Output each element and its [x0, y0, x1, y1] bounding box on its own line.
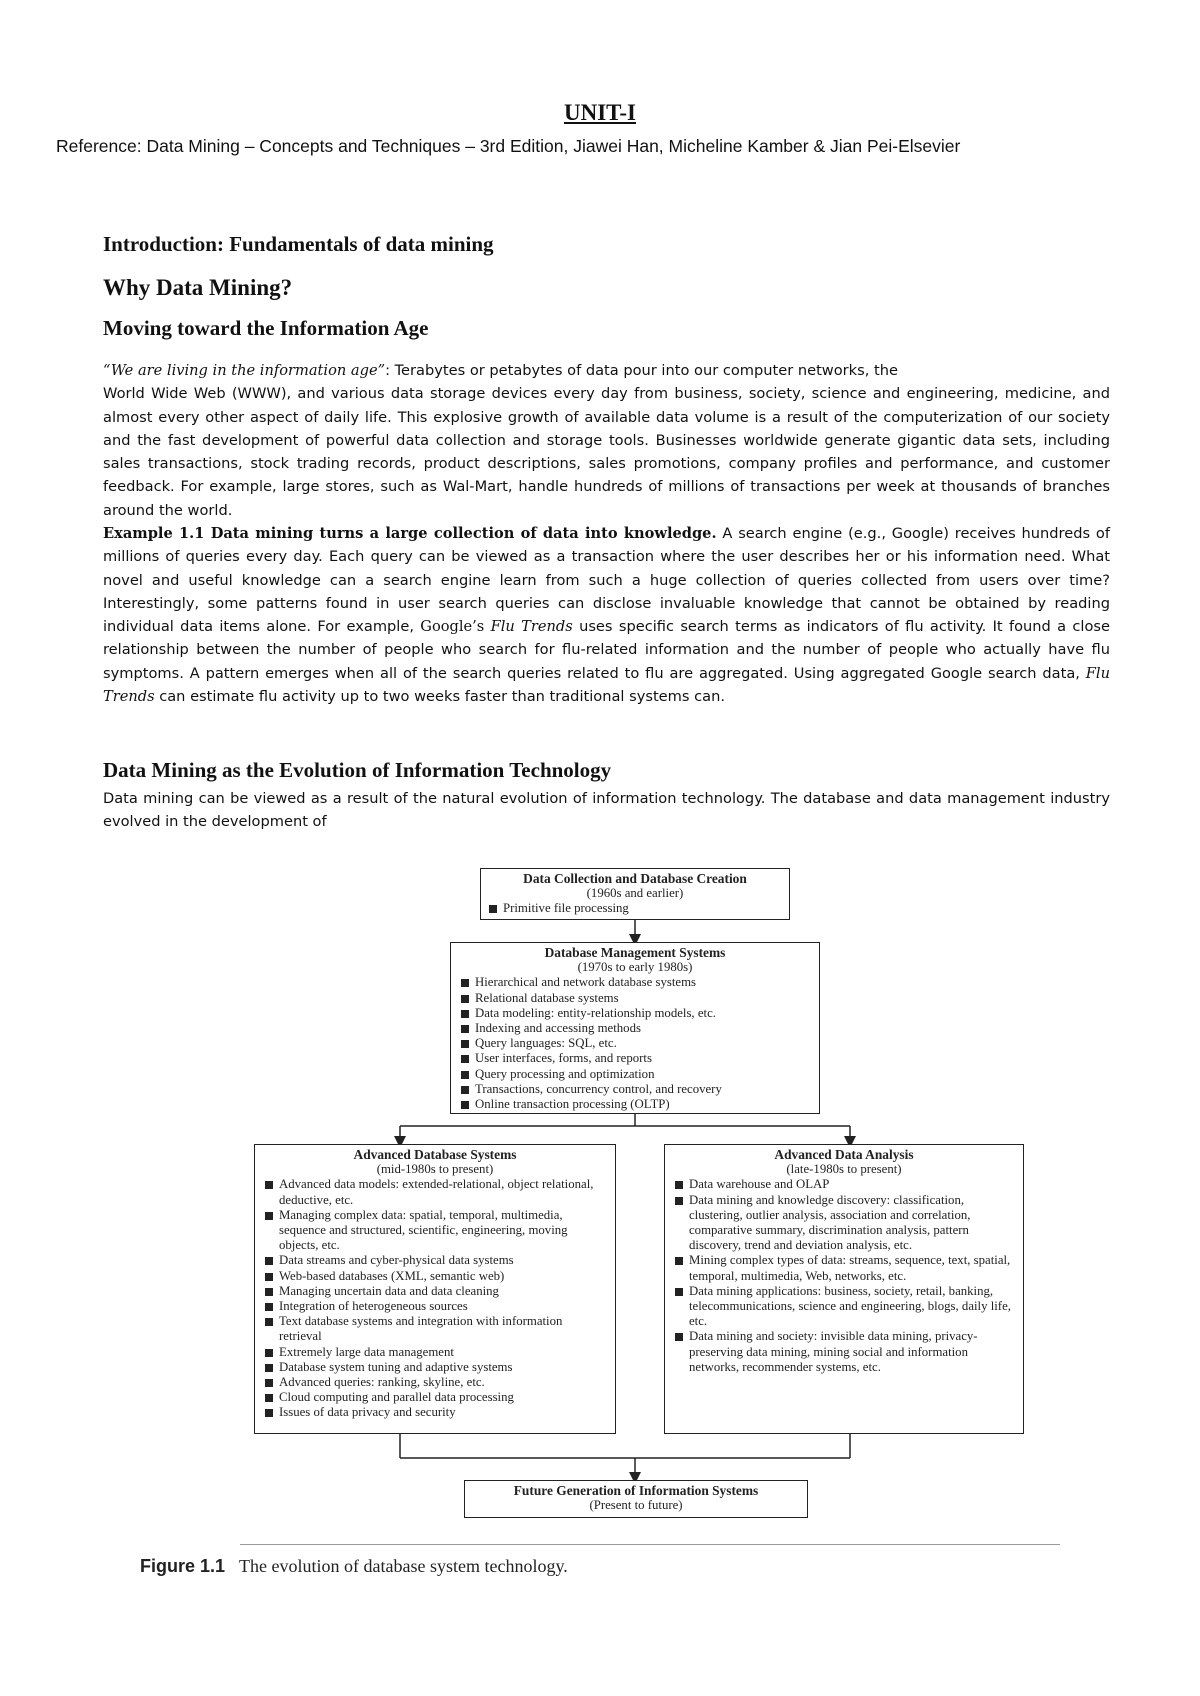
box-subtitle: (1970s to early 1980s) [577, 960, 693, 975]
box-title: Advanced Data Analysis [774, 1147, 914, 1162]
box-list-item: Indexing and accessing methods [459, 1021, 811, 1036]
flu-trends-term: Flu Trends [490, 618, 573, 636]
box-title: Advanced Database Systems [353, 1147, 517, 1162]
box-list-item: Advanced queries: ranking, skyline, etc. [263, 1375, 607, 1390]
heading-why-data-mining: Why Data Mining? [103, 275, 293, 300]
box-title: Database Management Systems [544, 945, 726, 960]
box-future-generation [464, 1480, 808, 1518]
box-advanced-data-analysis [664, 1144, 1024, 1434]
caption-divider [240, 1544, 1060, 1545]
box-list-item: Query languages: SQL, etc. [459, 1036, 811, 1051]
box-advanced-database-systems [254, 1144, 616, 1434]
box-list-item: Online transaction processing (OLTP) [459, 1097, 811, 1112]
box-subtitle: (1960s and earlier) [586, 886, 684, 901]
figure-evolution-diagram [140, 868, 1060, 1576]
box-list-item: User interfaces, forms, and reports [459, 1051, 811, 1066]
paragraph-information-age [103, 359, 1110, 522]
box-list-item: Managing complex data: spatial, temporal, multimedia, sequence and structured, scientific, engineering, moving objects, etc. [263, 1208, 607, 1254]
example-text-a: A search engine (e.g., Google) receives hundreds of millions of queries every day. Each query can be viewed as a transaction where the user describes her or his information need. What novel and useful knowledge can a search engine learn from such a huge collection of queries collected from users over time? Interestingly, some patterns found in user search queries can disclose invaluable knowledge that cannot be obtained by reading individual data items alone. For example, [103, 525, 1110, 636]
box-list-item: Advanced data models: extended-relational, object relational, deductive, etc. [263, 1177, 607, 1207]
box-subtitle: (Present to future) [589, 1498, 683, 1513]
google-possessive: Google’s [420, 618, 491, 636]
close-quote: ” [377, 362, 386, 379]
quote-text: We are living in the information age [110, 362, 378, 379]
open-quote: “ [103, 362, 111, 379]
box-list-item: Text database systems and integration with information retrieval [263, 1314, 607, 1344]
box-subtitle: (late-1980s to present) [786, 1162, 902, 1177]
box-list-item: Managing uncertain data and data cleaning [263, 1284, 607, 1299]
box-list [673, 1177, 1015, 1375]
box-dbms [450, 942, 820, 1114]
box-list-item: Relational database systems [459, 991, 811, 1006]
box-list-item: Issues of data privacy and security [263, 1405, 607, 1420]
box-list-item: Data mining and society: invisible data mining, privacy-preserving data mining, mining social and information networks, recommender systems, etc. [673, 1329, 1015, 1375]
box-list-item: Data warehouse and OLAP [673, 1177, 1015, 1192]
unit-title: UNIT-I [563, 100, 636, 125]
box-data-collection [480, 868, 790, 920]
box-title: Data Collection and Database Creation [523, 871, 747, 886]
box-list [263, 1177, 607, 1420]
reference-line: Reference: Data Mining – Concepts and Techniques – 3rd Edition, Jiawei Han, Micheline Kamber & Jian Pei-Elsevier [56, 136, 961, 156]
heading-introduction: Introduction: Fundamentals of data mining [103, 232, 494, 256]
caption-label: Figure 1.1 [140, 1556, 226, 1576]
paragraph-example [103, 522, 1110, 708]
box-list-item: Data mining and knowledge discovery: classification, clustering, outlier analysis, association and correlation, comparative summary, discrimination analysis, pattern discovery, trend and deviation analysis, etc. [673, 1193, 1015, 1254]
box-list [459, 975, 811, 1112]
box-list-item: Transactions, concurrency control, and recovery [459, 1082, 811, 1097]
box-list-item: Extremely large data management [263, 1345, 607, 1360]
box-list [487, 901, 783, 916]
example-text-c: can estimate flu activity up to two weeks faster than traditional systems can. [154, 688, 725, 706]
paragraph-rest: World Wide Web (WWW), and various data storage devices every day from business, society, science and engineering, medicine, and almost every other aspect of daily life. This explosive growth of available data volume is a result of the computerization of our society and the fast development of powerful data collection and storage tools. Businesses worldwide generate gigantic data sets, including sales transactions, stock trading records, product descriptions, sales promotions, company profiles and performance, and customer feedback. For example, large stores, such as Wal-Mart, handle hundreds of millions of transactions per week at thousands of branches around the world. [103, 385, 1110, 519]
paragraph-evolution: Data mining can be viewed as a result of the natural evolution of information technology. The database and data management industry evolved in the development of [103, 790, 1110, 831]
box-list-item: Primitive file processing [487, 901, 783, 916]
heading-information-age: Moving toward the Information Age [103, 316, 429, 340]
example-heading: Example 1.1 Data mining turns a large collection of data into knowledge. [103, 525, 717, 542]
box-list-item: Database system tuning and adaptive systems [263, 1360, 607, 1375]
box-list-item: Query processing and optimization [459, 1067, 811, 1082]
box-list-item: Cloud computing and parallel data processing [263, 1390, 607, 1405]
paragraph-line1: : Terabytes or petabytes of data pour into our computer networks, the [385, 362, 898, 379]
box-list-item: Data streams and cyber-physical data systems [263, 1253, 607, 1268]
box-subtitle: (mid-1980s to present) [376, 1162, 494, 1177]
box-list-item: Mining complex types of data: streams, sequence, text, spatial, temporal, multimedia, Web, networks, etc. [673, 1253, 1015, 1283]
caption-text: The evolution of database system technology. [239, 1556, 568, 1576]
box-list-item: Hierarchical and network database systems [459, 975, 811, 990]
box-title: Future Generation of Information Systems [513, 1483, 759, 1498]
box-list-item: Web-based databases (XML, semantic web) [263, 1269, 607, 1284]
heading-evolution: Data Mining as the Evolution of Information Technology [103, 758, 612, 782]
example-text-b: uses specific search terms as indicators of flu activity. It found a close relationship between the number of people who search for flu-related information and the number of people who actually have flu symptoms. A pattern emerges when all of the search queries related to flu are aggregated. Using aggregated Google search data, [103, 618, 1110, 682]
box-list-item: Integration of heterogeneous sources [263, 1299, 607, 1314]
box-list-item: Data mining applications: business, society, retail, banking, telecommunications, science and engineering, blogs, daily life, etc. [673, 1284, 1015, 1330]
flu-trends-term-2: Flu Trends [103, 664, 1110, 706]
figure-caption [140, 1556, 568, 1577]
box-list-item: Data modeling: entity-relationship models, etc. [459, 1006, 811, 1021]
